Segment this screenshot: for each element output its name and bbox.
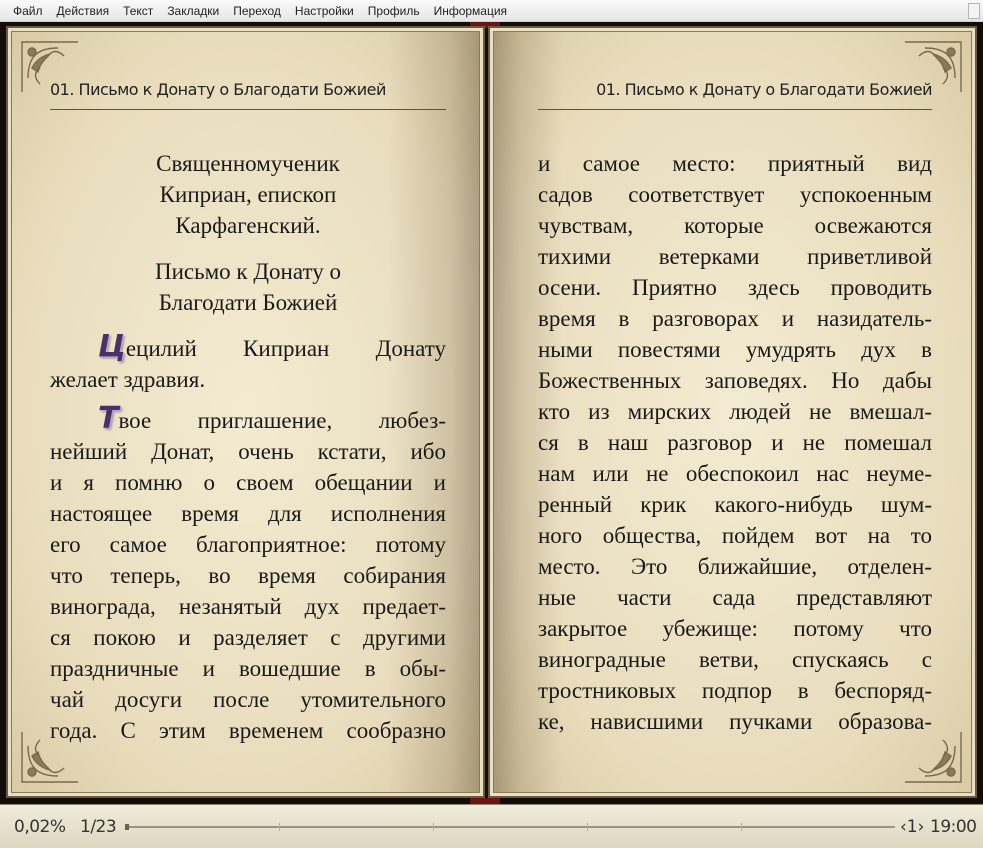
paragraph-line: время в разговорах и назидатель- <box>538 306 932 331</box>
menu-navigation[interactable]: Переход <box>233 3 281 18</box>
paragraph-line: кто из мирских людей не вмешал- <box>538 399 932 424</box>
paragraph-line: чай досуги после утомительного <box>50 687 446 712</box>
paragraph-line: осени. Приятно здесь проводить <box>538 275 932 300</box>
paragraph-line: закрытое убежище: потому что <box>538 616 932 641</box>
menu-text[interactable]: Текст <box>123 3 154 18</box>
book-view[interactable] <box>0 22 983 804</box>
paragraph-line: и самое место: приятный вид <box>538 151 932 176</box>
menu-bar <box>0 0 983 22</box>
paragraph-line: нам или не обеспокоил нас неуме- <box>538 461 932 486</box>
title-line: Письмо к Донату о <box>155 259 341 284</box>
window-resize-grip[interactable] <box>968 3 980 19</box>
left-page-text <box>50 148 446 746</box>
paragraph-line: ного общества, пойдем вот на то <box>538 523 932 548</box>
paragraph-line: Цецилий Киприан Донату <box>98 329 446 364</box>
paragraph-line: Твое приглашение, любез- <box>98 401 446 436</box>
progress-percent: 0,02% <box>14 817 66 837</box>
page-header-right: 01. Письмо к Донату о Благодати Божией <box>538 80 932 110</box>
paragraph-line: ренный крик какого-нибудь шум- <box>538 492 932 517</box>
author-line: Карфагенский. <box>175 213 321 238</box>
menu-bookmarks[interactable]: Закладки <box>167 3 220 18</box>
menu-profile[interactable]: Профиль <box>367 3 420 18</box>
left-page[interactable] <box>6 26 485 798</box>
paragraph-line: чувствам, которые освежаются <box>538 213 932 238</box>
paragraph-line: винограда, незанятый дух предает- <box>50 594 446 619</box>
right-page[interactable] <box>488 26 977 798</box>
paragraph-line: виноградные ветви, спускаясь с <box>538 647 932 672</box>
slider-tick <box>587 823 588 831</box>
position-slider[interactable] <box>125 826 895 828</box>
paragraph-line: ными повестями умудрять дух в <box>538 337 932 362</box>
menu-actions[interactable]: Действия <box>56 3 110 18</box>
status-bar <box>0 804 983 848</box>
paragraph-line: настоящее время для исполнения <box>50 501 446 526</box>
paragraph-line: ные части сада представляют <box>538 585 932 610</box>
paragraph-line: желает здравия. <box>50 367 206 392</box>
clock: 19:00 <box>930 817 977 837</box>
paragraph-line: праздничные и вошедшие в обы- <box>50 656 446 681</box>
paragraph-line: года. С этим временем сообразно <box>50 718 446 743</box>
dropcap-letter: Ц <box>98 329 126 364</box>
paragraph-line: ся в наш разговор и не помешал <box>538 430 932 455</box>
page-counter[interactable]: 1/23 <box>80 817 117 837</box>
slider-tick <box>433 823 434 831</box>
page-header-left: 01. Письмо к Донату о Благодати Божией <box>50 80 446 110</box>
paragraph-line: ке, нависшими пучками образова- <box>538 709 932 734</box>
menu-file[interactable]: Файл <box>13 3 43 18</box>
paragraph-line: и я помню о своем обещании и <box>50 470 446 495</box>
paragraph-line: место. Это ближайшие, отделен- <box>538 554 932 579</box>
menu-info[interactable]: Информация <box>433 3 508 18</box>
right-page-text <box>538 148 932 737</box>
paragraph-line: его самое благоприятное: потому <box>50 532 446 557</box>
chapter-indicator[interactable]: ‹1› <box>900 817 925 837</box>
paragraph-line: Божественных заповедях. Но дабы <box>538 368 932 393</box>
dropcap-letter: Т <box>98 401 119 436</box>
paragraph-line: тростниковых подпор в беспоряд- <box>538 678 932 703</box>
slider-tick <box>279 823 280 831</box>
paragraph-line: ся покою и разделяет с другими <box>50 625 446 650</box>
paragraph-line: тихими ветерками приветливой <box>538 244 932 269</box>
author-line: Киприан, епископ <box>159 182 337 207</box>
paragraph-line: садов соответствует успокоенным <box>538 182 932 207</box>
menu-settings[interactable]: Настройки <box>294 3 354 18</box>
title-line: Благодати Божией <box>158 290 338 315</box>
author-line: Священномученик <box>156 151 340 176</box>
paragraph-line: что теперь, во время собирания <box>50 563 446 588</box>
slider-thumb[interactable] <box>125 824 129 830</box>
slider-tick <box>741 823 742 831</box>
paragraph-line: нейший Донат, очень кстати, ибо <box>50 439 446 464</box>
